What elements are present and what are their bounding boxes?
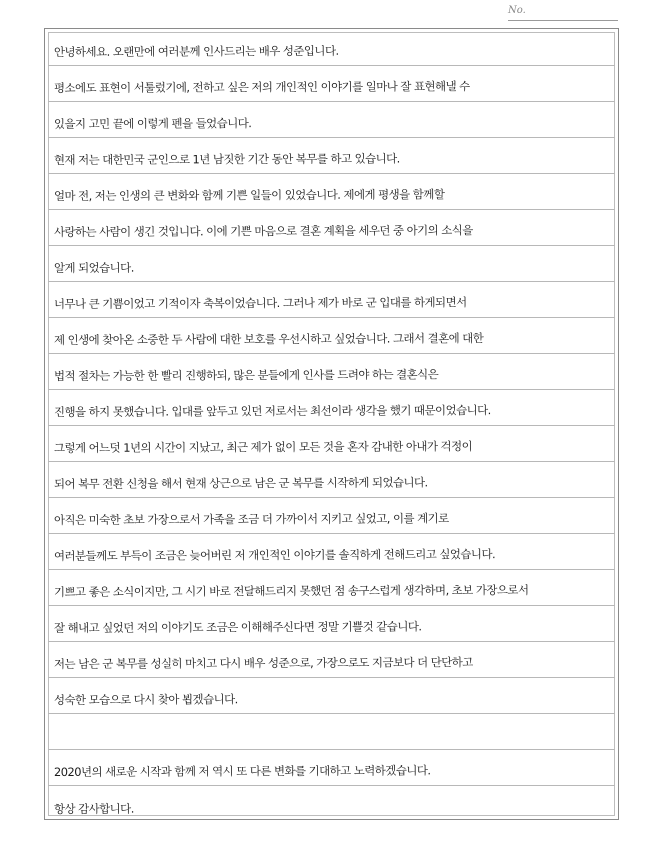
letter-line: 여러분들께도 부득이 조금은 늦어버린 저 개인적인 이야기를 솔직하게 전해드리고 싶었습니다. [48, 534, 615, 570]
letter-line: 잘 해내고 싶었던 저의 이야기도 조금은 이해해주신다면 정말 기쁠것 같습니다. [48, 606, 615, 642]
letter-line: 사랑하는 사람이 생긴 것입니다. 이에 기쁜 마음으로 결혼 계획을 세우던 중 아기의 소식을 [48, 210, 615, 246]
letter-line: 법적 절차는 가능한 한 빨리 진행하되, 많은 분들에게 인사를 드려야 하는 결혼식은 [48, 354, 615, 390]
letter-line: 있을지 고민 끝에 이렇게 펜을 들었습니다. [48, 102, 615, 138]
letter-line: 그렇게 어느덧 1년의 시간이 지났고, 최근 제가 없이 모든 것을 혼자 감내한 아내가 걱정이 [48, 426, 615, 462]
letter-line: 제 인생에 찾아온 소중한 두 사람에 대한 보호를 우선시하고 싶었습니다. 그래서 결혼에 대한 [48, 318, 615, 354]
letter-line: 진행을 하지 못했습니다. 입대를 앞두고 있던 저로서는 최선이라 생각을 했기 때문이었습니다. [48, 390, 615, 426]
letter-line: 얼마 전, 저는 인생의 큰 변화와 함께 기쁜 일들이 있었습니다. 제에게 평생을 함께할 [48, 174, 615, 210]
letter-line: 평소에도 표현이 서툴렀기에, 전하고 싶은 저의 개인적인 이야기를 일마나 잘 표현해낼 수 [48, 66, 615, 102]
letter-line: 성숙한 모습으로 다시 찾아 뵙겠습니다. [48, 678, 615, 714]
letter-line: 항상 감사합니다. [53, 801, 134, 816]
letter-line: 저는 남은 군 복무를 성실히 마치고 다시 배우 성준으로, 가장으로도 지금보다 더 단단하고 [48, 642, 615, 678]
letter-line: 되어 복무 전환 신청을 해서 현재 상근으로 남은 군 복무를 시작하게 되었습니다. [48, 462, 615, 498]
letter-line: 현재 저는 대한민국 군인으로 1년 남짓한 기간 동안 복무를 하고 있습니다. [48, 138, 615, 174]
letter-line: 아직은 미숙한 초보 가장으로서 가족을 조금 더 가까이서 지키고 싶었고, 이를 계기로 [48, 498, 615, 534]
letter-line: 안녕하세요. 오랜만에 여러분께 인사드리는 배우 성준입니다. [48, 30, 615, 66]
letter-line: 알게 되었습니다. [48, 246, 615, 282]
letter-line [48, 714, 615, 750]
letter-line: 너무나 큰 기쁨이었고 기적이자 축복이었습니다. 그러나 제가 바로 군 입대를 하게되면서 [48, 282, 615, 318]
letter-line: 기쁘고 좋은 소식이지만, 그 시기 바로 전달해드리지 못했던 점 송구스럽게 생각하며, 초보 가장으로서 [48, 570, 615, 606]
page-number-label: No. [508, 4, 618, 21]
letter-line: 2020년의 새로운 시작과 함께 저 역시 또 다른 변화를 기대하고 노력하겠습니다. [48, 750, 615, 786]
